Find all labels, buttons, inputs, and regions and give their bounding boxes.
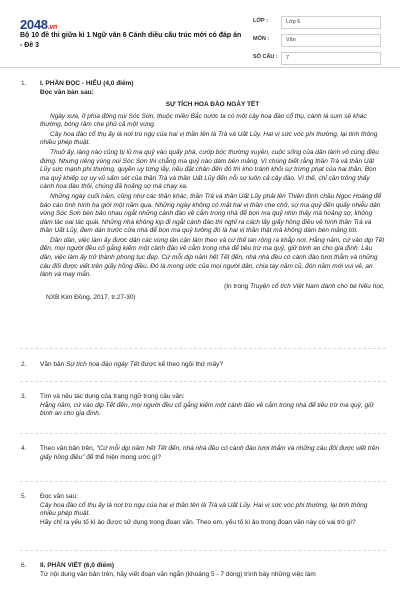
story-paragraph: Thuở ấy, làng nào cũng bị lũ ma quỷ vào quấy phá, cướp bóc thường xuyên, cuộc sống của dân lành vô cùng điêu đứng. Nhưng riêng vùng núi Sóc Sơn thì chẳng ma quỷ nào dám bén mảng. Vì chúng biết rằng thần Trà và thần Uất Lũy sức mạnh phi thường, quyền uy từng lẫy, nếu đặt chân đến đó thì khó tránh khỏi sự trừng phạt của hai thần. Bọn ma quỷ khiếp sợ uy vũ sấm sét của thần Trà và thần Uất Lũy đến nỗi sợ luôn cả cây đào. Vì thế, chỉ cần trông thấy cành hoa đào thôi, chúng đã hoảng sợ mà chạy xa.	[40, 149, 379, 191]
divider	[20, 381, 386, 382]
story-title: SỰ TÍCH HOA ĐÀO NGÀY TẾT	[165, 101, 260, 109]
meta-value: Văn	[281, 34, 381, 47]
document-title: Bộ 10 đề thi giữa kì 1 Ngữ văn 6 Cánh diều cấu trúc mới có đáp án - Đề 3	[20, 32, 242, 49]
divider	[20, 348, 386, 349]
meta-row-class	[253, 14, 381, 30]
question-body	[40, 393, 385, 419]
question-quote: “Cứ mỗi dịp năm hết Tết đến, nhà nhà đều có cành đào tươi thắm và những câu đối được viết trên giấy hồng điều”	[40, 445, 380, 461]
story-paragraph: Cây hoa đào cổ thụ ấy là nơi trú ngụ của hai vị thần tên là Trà và Uất Lũy. Hai vị sức vóc phi thường, lại tinh thông nhiều phép thuật.	[40, 130, 378, 147]
question-text: Theo văn bản trên,	[40, 445, 97, 452]
question-body	[40, 445, 385, 462]
source-book: Truyện cổ tích Việt Nam dành cho bé hiếu học,	[250, 282, 385, 290]
story-paragraph: Ngày xưa, ở phía đông núi Sóc Sơn, thuộc miền Bắc nước ta có một cây hoa đào cổ thụ, cành lá sum sê khác thường, bóng râm che phủ cả một vùng.	[40, 112, 367, 129]
meta-label: MÔN :	[253, 36, 270, 43]
meta-row-subject	[253, 32, 381, 48]
section-heading: II. PHẦN VIẾT (6,0 điểm)	[40, 562, 115, 569]
question-text: Tìm và nêu tác dụng của trạng ngữ trong câu văn:	[40, 393, 185, 400]
instruction: Đọc văn bản sau:	[40, 88, 94, 96]
question-text: để thể hiện mong ước gì?	[84, 453, 162, 461]
question-quote: Hằng năm, cứ vào dịp Tết đến, mọi người đều cố gắng kiếm một cành đào về cắm trong nhà để tiêu trừ ma quỷ, giữ bình an cho gia đình.	[40, 401, 374, 418]
meta-label: SỐ CÂU :	[253, 54, 278, 61]
question-body	[40, 80, 385, 303]
question-ask: Hãy chỉ ra yếu tố kì ảo được sử dụng trong đoạn văn. Theo em, yếu tố kì ảo trong đoạn văn này có vai trò gì?	[40, 518, 356, 526]
story-paragraph: Dần dần, việc làm ấy được dân các vùng lân cận làm theo và cứ thế lan rộng ra khắp nơi. Hằng năm, cứ vào dịp Tết đến, mọi người đều cố gắng kiếm một cành đào về cắm trong nhà để tiêu trừ ma quỷ, giữ bình an cho gia đình. Lâu dần, việc làm ấy trở thành phong tục đẹp. Cứ mỗi dịp năm hết Tết đến, nhà nhà đều có cành đào tươi thắm và những câu đối được viết trên giấy hồng điều. Đó là mong ước của mọi người dân, chia tay năm cũ, đón năm mới vui vẻ, an lành và may mắn.	[40, 236, 385, 279]
divider	[20, 433, 386, 434]
question-text: Đọc văn sau:	[40, 493, 78, 500]
story-paragraph: Những ngày cuối năm, cũng như các thần khác, thần Trà và thần Uất Lũy phải lên Thiên đình chầu Ngọc Hoàng để báo cáo tình hình hạ giới một năm qua. Những ngày không có mặt hai vị thần che chở, sợ ma quỷ đến quấy nhiễu dân vùng Sóc Sơn bèn bảo nhau ngắt những cành đào về cắm trong nhà để bọn ma quỷ nhìn thấy mà hoảng sợ, không dám tác oai tác quái. Những nhà không kịp đi ngắt cành đào thì nghĩ ra cách lấy giấy hồng điều vẽ hình thần Trà và thần Uất Lũy, đem dán trước cửa nhà để bọn ma quỷ tưởng đó là hai vị thần thật mà không dám bén mảng tới.	[40, 192, 382, 235]
question-text: Từ nội dung văn bản trên, hãy viết đoạn văn ngắn (khoảng 5 - 7 dòng) trình bày những việc làm	[40, 570, 316, 578]
question-text: Văn bản	[40, 361, 67, 368]
source-prefix: (In trong	[224, 282, 251, 290]
meta-panel	[253, 14, 381, 68]
meta-label: LỚP :	[253, 18, 268, 25]
question-number: 5.	[21, 493, 27, 500]
question-body	[40, 361, 385, 370]
meta-value: Lớp 6	[281, 16, 381, 29]
question-number: 1.	[21, 80, 27, 87]
question-number: 3.	[21, 393, 27, 400]
divider	[20, 550, 386, 551]
divider	[20, 481, 386, 482]
question-number: 2.	[21, 361, 27, 368]
meta-value: 7	[281, 52, 381, 65]
question-body	[40, 562, 385, 579]
logo-suffix: .vn	[47, 24, 57, 31]
page-header	[0, 0, 400, 68]
question-quote: Cây hoa đào cổ thụ ấy là nơi trú ngụ của hai vị thần tên là Trà và Uất Lũy. Hai vị sức vóc phi thường, lại tinh thông nhiều phép thuật.	[40, 501, 368, 518]
logo-number: 2048	[20, 17, 48, 32]
question-title: Sự tích hoa đào ngày Tết	[66, 361, 140, 368]
question-number: 6.	[21, 562, 27, 569]
section-heading: I. PHẦN ĐỌC - HIỂU (4,0 điểm)	[40, 80, 134, 87]
question-text: được kể theo ngôi thứ mấy?	[139, 361, 223, 368]
question-number: 4.	[21, 445, 27, 452]
meta-row-question-count	[253, 50, 381, 66]
source-publisher: NXB Kim Đồng, 2017, tr.27-30)	[46, 294, 136, 302]
source-citation	[40, 283, 385, 292]
question-body	[40, 493, 385, 527]
